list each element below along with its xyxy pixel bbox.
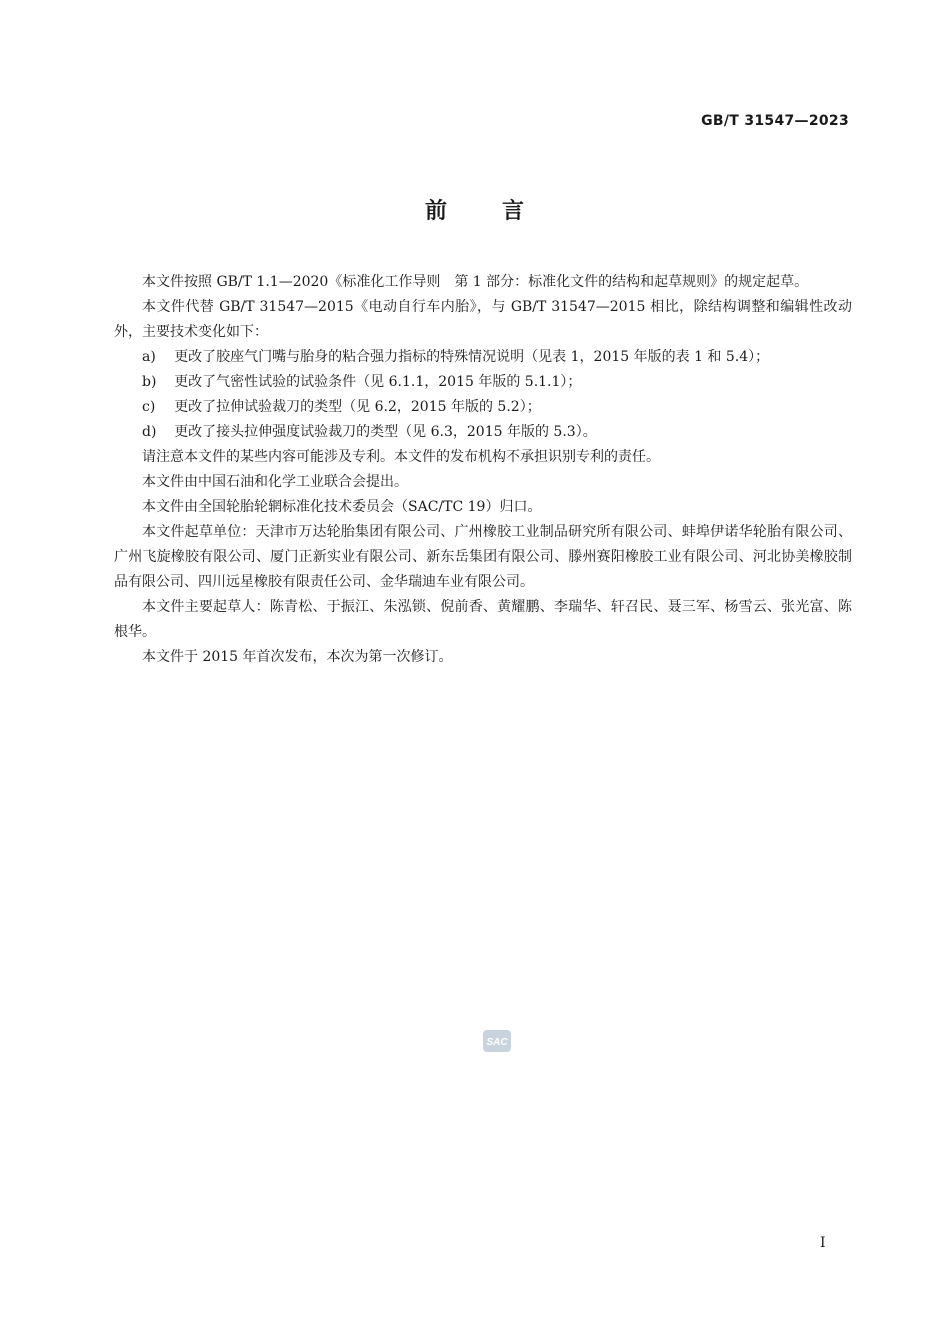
standard-number: GB/T 31547—2023 (701, 113, 849, 129)
paragraph-centralized-by: 本文件由全国轮胎轮辋标准化技术委员会（SAC/TC 19）归口。 (142, 499, 542, 515)
list-item (114, 420, 852, 445)
paragraph-drafting-units: 本文件起草单位：天津市万达轮胎集团有限公司、广州橡胶工业制品研究所有限公司、蚌埠伊诺华轮胎有限公司、广州飞旋橡胶有限公司、厦门正新实业有限公司、新东岳集团有限公司、滕州赛阳橡胶工业有限公司、河北协美橡胶制品有限公司、四川远星橡胶有限责任公司、金华瑞迪车业有限公司。 (114, 524, 852, 590)
list-marker: b) (142, 374, 157, 390)
sac-watermark-icon (483, 1030, 511, 1052)
list-item-text: 更改了胶座气门嘴与胎身的粘合强力指标的特殊情况说明（见表 1，2015 年版的表 1 和 5.4）； (174, 349, 770, 365)
list-item-text: 更改了接头拉伸强度试验裁刀的类型（见 6.3，2015 年版的 5.3）。 (174, 424, 597, 440)
list-marker: d) (142, 424, 157, 440)
paragraph-replacement: 本文件代替 GB/T 31547—2015《电动自行车内胎》，与 GB/T 31547—2015 相比，除结构调整和编辑性改动外，主要技术变化如下： (114, 299, 852, 340)
paragraph-basis: 本文件按照 GB/T 1.1—2020《标准化工作导则 第 1 部分：标准化文件的结构和起草规则》的规定起草。 (142, 274, 809, 290)
sac-logo-text: SAC (486, 1037, 508, 1048)
page-number: I (820, 1235, 826, 1251)
list-item (114, 370, 852, 395)
page-title (0, 194, 950, 225)
paragraph-history: 本文件于 2015 年首次发布，本次为第一次修订。 (142, 649, 453, 665)
paragraph-patent-notice: 请注意本文件的某些内容可能涉及专利。本文件的发布机构不承担识别专利的责任。 (142, 449, 660, 465)
foreword-body (114, 270, 852, 670)
list-item (114, 345, 852, 370)
list-marker: c) (142, 399, 156, 415)
list-marker: a) (142, 349, 156, 365)
title-part-2: 言 (502, 199, 526, 224)
list-item-text: 更改了拉伸试验裁刀的类型（见 6.2，2015 年版的 5.2）； (174, 399, 541, 415)
list-item-text: 更改了气密性试验的试验条件（见 6.1.1，2015 年版的 5.1.1）； (174, 374, 582, 390)
title-part-1: 前 (424, 199, 448, 224)
paragraph-main-drafters: 本文件主要起草人：陈青松、于振江、朱泓锁、倪前香、黄耀鹏、李瑞华、轩召民、聂三军、杨雪云、张光富、陈根华。 (114, 599, 852, 640)
sac-logo-icon (485, 1034, 509, 1048)
list-item (114, 395, 852, 420)
paragraph-proposed-by: 本文件由中国石油和化学工业联合会提出。 (142, 474, 408, 490)
